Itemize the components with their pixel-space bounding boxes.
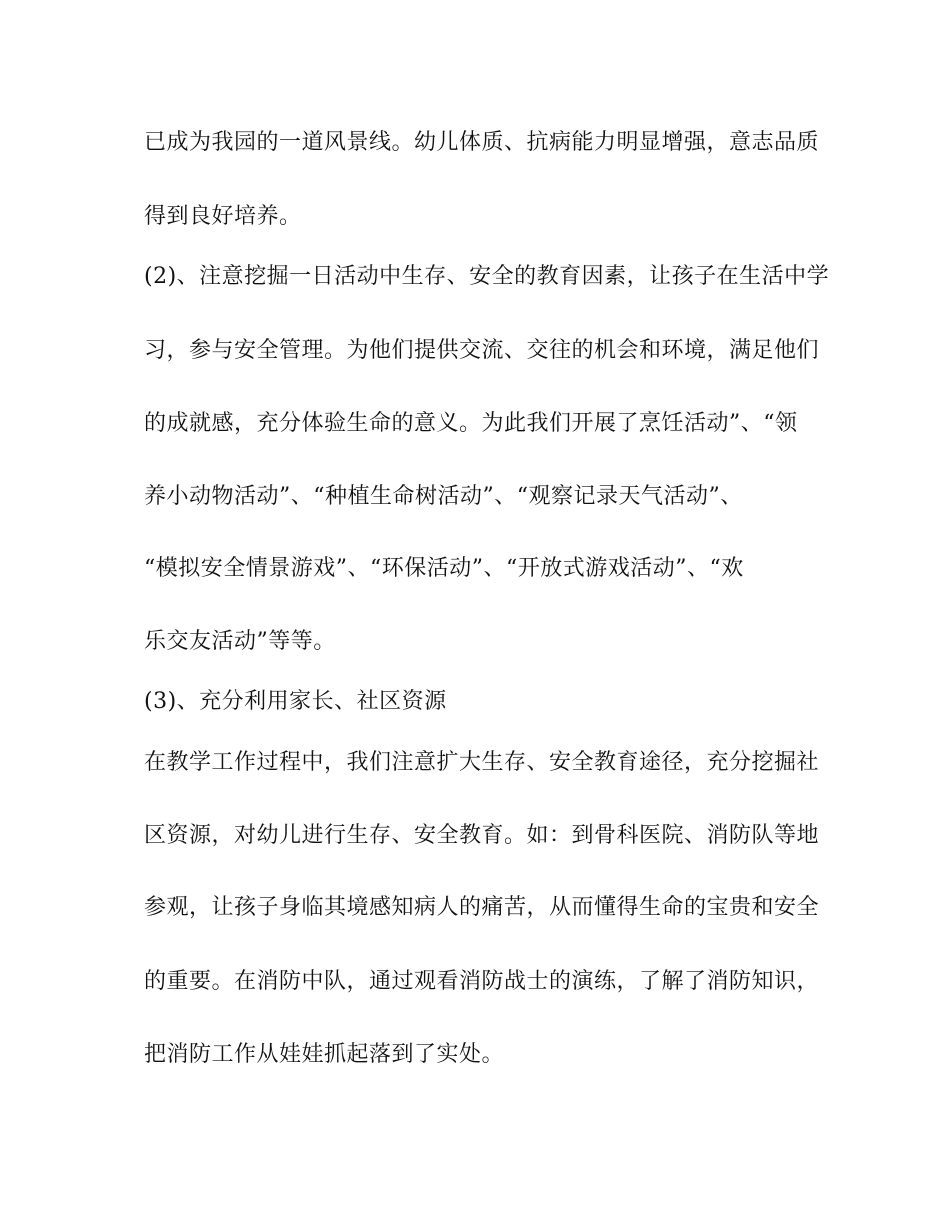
- paragraph-heading-3: (3)、充分利用家长、社区资源: [144, 689, 447, 714]
- text-line: 习，参与安全管理。为他们提供交流、交往的机会和环境，满足他们: [144, 338, 820, 363]
- text-line: 区资源，对幼儿进行生存、安全教育。如：到骨科医院、消防队等地: [144, 823, 820, 848]
- text-line: 在教学工作过程中，我们注意扩大生存、安全教育途径，充分挖掘社: [144, 750, 820, 775]
- text-line: “模拟安全情景游戏”、“环保活动”、“开放式游戏活动”、“欢: [144, 556, 744, 581]
- text-line: 乐交友活动”等等。: [144, 629, 336, 654]
- paragraph-heading-2: (2)、注意挖掘一日活动中生存、安全的教育因素，让孩子在生活中学: [144, 264, 830, 289]
- text-line: 得到良好培养。: [144, 204, 302, 229]
- text-line: 的重要。在消防中队，通过观看消防战士的演练，了解了消防知识，: [144, 969, 820, 994]
- text-line: 已成为我园的一道风景线。幼儿体质、抗病能力明显增强，意志品质: [144, 130, 820, 155]
- text-line: 的成就感，充分体验生命的意义。为此我们开展了烹饪活动”、“领: [144, 411, 798, 436]
- text-line: 养小动物活动”、“种植生命树活动”、“观察记录天气活动”、: [144, 484, 743, 509]
- text-line: 把消防工作从娃娃抓起落到了实处。: [144, 1042, 505, 1067]
- text-line: 参观，让孩子身临其境感知病人的痛苦，从而懂得生命的宝贵和安全: [144, 895, 820, 920]
